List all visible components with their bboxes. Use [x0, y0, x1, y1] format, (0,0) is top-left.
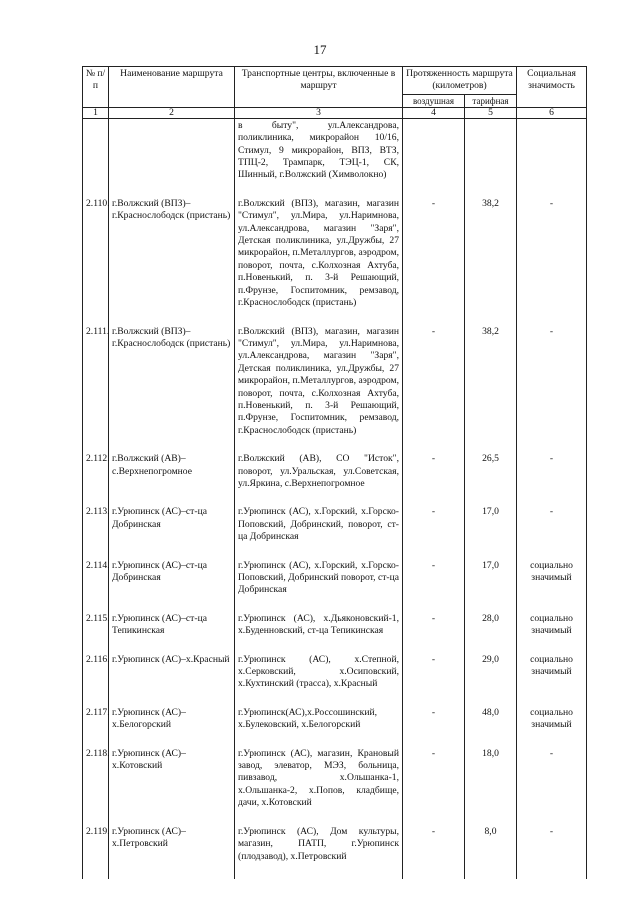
- social-significance: -: [517, 453, 587, 506]
- colnum: 3: [235, 107, 403, 118]
- route-name: г.Урюпинск (АС)–ст-ца Добринская: [109, 560, 235, 613]
- route-number: 2.111.: [83, 326, 109, 454]
- length-tariff: 38,2: [465, 198, 517, 326]
- social-significance: -: [517, 506, 587, 559]
- route-number: 2.112.: [83, 453, 109, 506]
- continuation-row: [83, 118, 587, 198]
- length-air: -: [403, 560, 465, 613]
- social-significance: -: [517, 326, 587, 454]
- length-tariff: 29,0: [465, 654, 517, 707]
- route-name: г.Волжский (ВПЗ)–г.Краснослободск (пристань): [109, 326, 235, 454]
- route-centers: г.Урюпинск (АС), х.Степной, х.Серковский, х.Осиповский, х.Кухтинский (трасса), х.Красный: [235, 654, 403, 707]
- route-name: г.Урюпинск (АС)–ст-ца Тепикинская: [109, 613, 235, 654]
- route-centers: г.Урюпинск (АС), Дом культуры, магазин, ПАТП, г.Урюпинск (плодзавод), х.Петровский: [235, 826, 403, 879]
- colnum: 2: [109, 107, 235, 118]
- social-significance: социально значимый: [517, 560, 587, 613]
- header-route-name: Наименование маршрута: [109, 67, 235, 108]
- routes-table: [82, 66, 587, 879]
- route-centers: г.Урюпинск (АС), х.Горский, х.Горско-Поповский, Добринский, поворот, ст-ца Добринская: [235, 506, 403, 559]
- route-name: г.Урюпинск (АС)–х.Белогорский: [109, 707, 235, 748]
- route-centers: г.Урюпинск (АС), х.Горский, х.Горско-Поповский, Добринский поворот, ст-ца Добринская: [235, 560, 403, 613]
- route-name: г.Урюпинск (АС)–х.Красный: [109, 654, 235, 707]
- route-number: 2.118.: [83, 748, 109, 826]
- colnum: 5: [465, 107, 517, 118]
- length-tariff: 26,5: [465, 453, 517, 506]
- route-number: 2.114.: [83, 560, 109, 613]
- table-row: [83, 326, 587, 454]
- length-air: -: [403, 826, 465, 879]
- social-significance: -: [517, 826, 587, 879]
- table-row: [83, 826, 587, 879]
- route-number: 2.115.: [83, 613, 109, 654]
- route-number: 2.116.: [83, 654, 109, 707]
- header-length: Протяженность маршрута (километров): [403, 67, 517, 95]
- social-significance: социально значимый: [517, 613, 587, 654]
- length-air: -: [403, 453, 465, 506]
- length-air: -: [403, 707, 465, 748]
- route-number: 2.110.: [83, 198, 109, 326]
- length-air: -: [403, 748, 465, 826]
- length-air: -: [403, 198, 465, 326]
- header-tariff: тарифная: [465, 94, 517, 107]
- table-row: [83, 748, 587, 826]
- length-tariff: 38,2: [465, 326, 517, 454]
- length-tariff: 28,0: [465, 613, 517, 654]
- colnum: 6: [517, 107, 587, 118]
- length-tariff: 17,0: [465, 560, 517, 613]
- route-centers: г.Волжский (АВ), СО "Исток", поворот, ул.Уральская, ул.Советская, ул.Яркина, с.Верхнепогромное: [235, 453, 403, 506]
- social-significance: социально значимый: [517, 654, 587, 707]
- header-social: Социальная значимость: [517, 67, 587, 108]
- route-centers: г.Урюпинск(АС),х.Россошинский, х.Булековский, х.Белогорский: [235, 707, 403, 748]
- length-tariff: 17,0: [465, 506, 517, 559]
- social-significance: -: [517, 198, 587, 326]
- route-centers: г.Волжский (ВПЗ), магазин, магазин "Стимул", ул.Мира, ул.Наримнова, ул.Александрова, магазин "Заря", Детская поликлиника, ул.Дружбы, 27 микрорайон, п.Металлургов, аэродром, поворот, почта, с.Колхозная Ахтуба, п.Новенький, п. 3-й Решающий, п.Фрунзе, Госпитомник, ремзавод, г.Краснослободск (пристань): [235, 326, 403, 454]
- length-air: -: [403, 613, 465, 654]
- route-number: 2.113.: [83, 506, 109, 559]
- table-row: [83, 613, 587, 654]
- length-air: -: [403, 506, 465, 559]
- route-centers: г.Урюпинск (АС), х.Дьяконовский-1, х.Буденновский, ст-ца Тепикинская: [235, 613, 403, 654]
- page-number: 17: [313, 42, 327, 57]
- social-significance: -: [517, 748, 587, 826]
- table-row: [83, 506, 587, 559]
- route-name: г.Урюпинск (АС)–х.Котовский: [109, 748, 235, 826]
- continuation-text: в быту", ул.Александрова, поликлиника, микрорайон 10/16, Стимул, 9 микрорайон, ВПЗ, ВТЗ, ТПЦ-2, Трампарк, ТЭЦ-1, СК, Шинный, г.Волжский (Химволокно): [235, 118, 403, 198]
- route-number: 2.117.: [83, 707, 109, 748]
- route-name: г.Волжский (ВПЗ)–г.Краснослободск (пристань): [109, 198, 235, 326]
- route-name: г.Урюпинск (АС)–х.Петровский: [109, 826, 235, 879]
- length-air: -: [403, 326, 465, 454]
- table-row: [83, 654, 587, 707]
- route-centers: г.Волжский (ВПЗ), магазин, магазин "Стимул", ул.Мира, ул.Наримнова, ул.Александрова, магазин "Заря", Детская поликлиника, ул.Дружбы, 27 микрорайон, п.Металлургов, аэродром, поворот, почта, с.Колхозная Ахтуба, п.Новенький, п. 3-й Решающий, п.Фрунзе, Госпитомник, ремзавод, г.Краснослободск (пристань): [235, 198, 403, 326]
- table-row: [83, 707, 587, 748]
- table-row: [83, 560, 587, 613]
- table-row: [83, 198, 587, 326]
- table-row: [83, 453, 587, 506]
- route-number: 2.119.: [83, 826, 109, 879]
- length-tariff: 8,0: [465, 826, 517, 879]
- colnum: 4: [403, 107, 465, 118]
- header-transport-centers: Транспортные центры, включенные в маршрут: [235, 67, 403, 108]
- route-centers: г.Урюпинск (АС), магазин, Крановый завод, элеватор, МЭЗ, больница, пивзавод, х.Ольшанка-1, х.Ольшанка-2, х.Попов, кладбище, дачи, х.Котовский: [235, 748, 403, 826]
- social-significance: социально значимый: [517, 707, 587, 748]
- length-tariff: 18,0: [465, 748, 517, 826]
- route-name: г.Урюпинск (АС)–ст-ца Добринская: [109, 506, 235, 559]
- header-num: № п/п: [83, 67, 109, 108]
- length-air: -: [403, 654, 465, 707]
- colnum: 1: [83, 107, 109, 118]
- length-tariff: 48,0: [465, 707, 517, 748]
- header-air: воздушная: [403, 94, 465, 107]
- route-name: г.Волжский (АВ)–с.Верхнепогромное: [109, 453, 235, 506]
